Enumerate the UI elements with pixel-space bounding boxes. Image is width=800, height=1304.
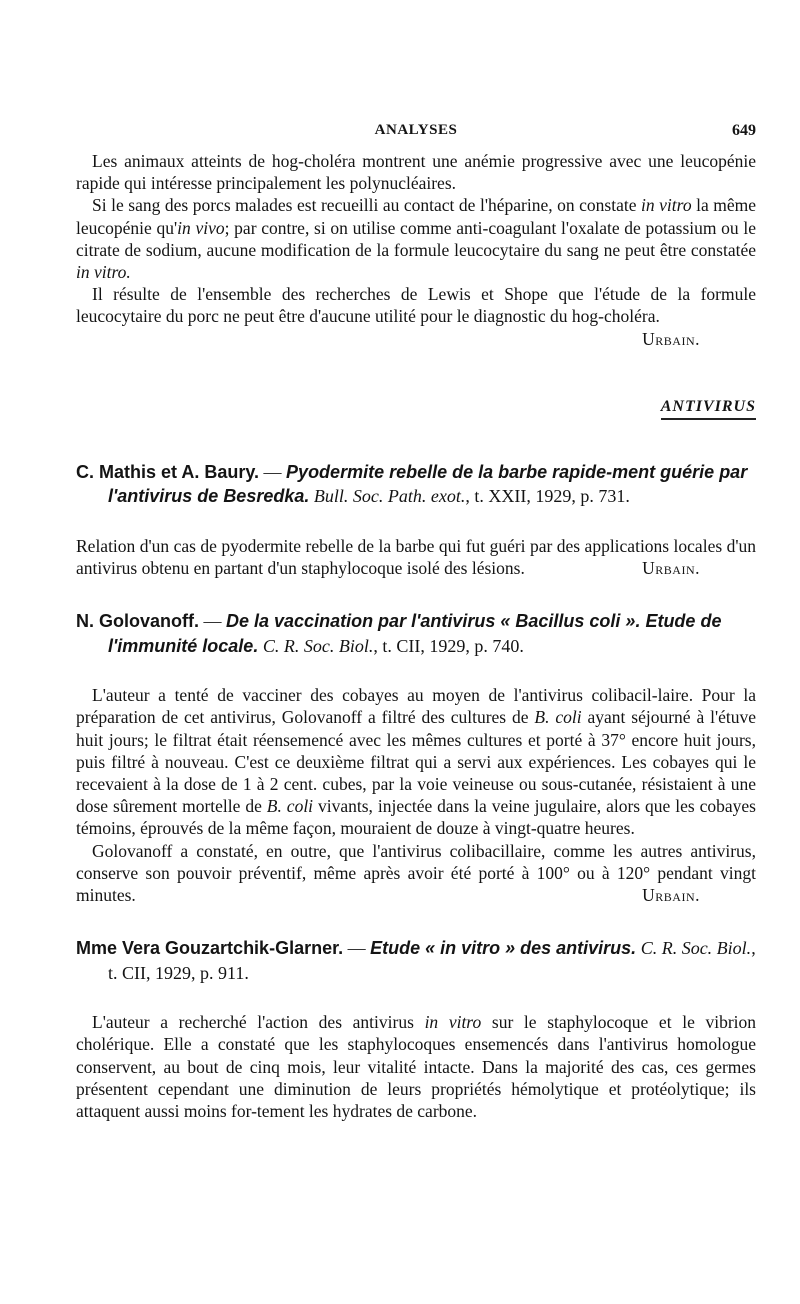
- reference-journal: Bull. Soc. Path. exot.: [313, 486, 466, 507]
- section-heading-wrap: [76, 398, 756, 420]
- reference-details: , t. XXII, 1929, p. 731.: [465, 486, 630, 507]
- paragraph: Relation d'un cas de pyodermite rebelle de la barbe qui fut guéri par des applications locales d'un antivirus obtenu en partant d'un staphylocoque isolé des lésions. Urbain.: [76, 535, 756, 579]
- reference-title: De la vaccination par l'antivirus « Bacillus coli ». Etude de l'immunité locale.: [108, 611, 722, 656]
- entry-gouzartchik-glarner: [76, 936, 756, 1122]
- entry-mathis-baury: [76, 460, 756, 579]
- entry-golovanoff: [76, 609, 756, 906]
- paragraph: Il résulte de l'ensemble des recherches de Lewis et Shope que l'étude de la formule leucocytaire du porc ne peut être d'aucune utilité pour le diagnostic du hog-choléra. Urbain.: [76, 284, 756, 349]
- reference-details: , t. CII, 1929, p. 911.: [108, 938, 756, 983]
- reference-author: N. Golovanoff.: [76, 611, 199, 632]
- signature: Urbain.: [642, 328, 700, 349]
- reference-title: Etude « in vitro » des antivirus.: [370, 938, 637, 959]
- page: [76, 118, 756, 1122]
- reference-journal: C. R. Soc. Biol.: [262, 635, 374, 656]
- signature: Urbain.: [642, 885, 700, 906]
- paragraph: L'auteur a recherché l'action des antivirus in vitro sur le staphylocoque et le vibrion cholérique. Elle a constaté que les staphylocoques ensemencés dans l'antivirus homologue conservent, au bout de cinq mois, leur vitalité intacte. Dans la majorité des cas, ces germes présentent cependant une diminution de leurs propriétés hémolytique et protéolytique; ils attaquent aussi moins for-tement les hydrates de carbone.: [76, 1012, 757, 1122]
- running-header: [76, 118, 756, 144]
- paragraph: Les animaux atteints de hog-choléra montrent une anémie progressive avec une leucopénie rapide qui intéresse principalement les polynucléaires.: [76, 151, 756, 194]
- reference-details: , t. CII, 1929, p. 740.: [373, 635, 524, 656]
- reference: N. Golovanoff. — De la vaccination par l'antivirus « Bacillus coli ». Etude de l'immunité locale. C. R. Soc. Biol., t. CII, 1929, p. 740.: [76, 611, 722, 656]
- reference-author: C. Mathis et A. Baury.: [76, 461, 260, 482]
- entry-body: [76, 684, 756, 906]
- signature: Urbain.: [642, 558, 700, 579]
- reference-author: Mme Vera Gouzartchik-Glarner.: [76, 938, 344, 959]
- paragraph: L'auteur a tenté de vacciner des cobayes au moyen de l'antivirus colibacil-laire. Pour la préparation de cet antivirus, Golovanoff a filtré des cultures de B. coli ayant séjourné à l'étuve huit jours; le filtrat était réensemencé avec les mêmes cultures et porté à 37° encore huit jours, puis filtré à nouveau. C'est ce deuxième filtrat qui a servi aux expériences. Les cobayes qui le recevaient à la dose de 1 à 2 cent. cubes, par la voie veineuse ou sous-cutanée, résistaient à une dose sûrement mortelle de B. coli vivants, injectée dans la veine jugulaire, alors que les cobayes témoins, éprouvés de la même façon, mouraient de douze à vingt-quatre heures.: [76, 685, 757, 839]
- running-title: ANALYSES: [374, 122, 458, 138]
- section-heading: ANTIVIRUS: [661, 398, 756, 420]
- entry-body: [76, 1011, 756, 1122]
- reference-title: Pyodermite rebelle de la barbe rapide-ment guérie par l'antivirus de Besredka.: [108, 461, 748, 507]
- intro-article-end: [76, 150, 756, 350]
- paragraph: Si le sang des porcs malades est recueilli au contact de l'héparine, on constate in vitro la même leucopénie qu'in vivo; par contre, si on utilise comme anti-coagulant l'oxalate de potassium ou le citrate de sodium, aucune modification de la formule leucocytaire du sang ne peut être constatée in vitro.: [76, 195, 757, 283]
- reference: Mme Vera Gouzartchik-Glarner. — Etude « in vitro » des antivirus. C. R. Soc. Biol., t. CII, 1929, p. 911.: [76, 938, 756, 983]
- reference-journal: C. R. Soc. Biol.: [640, 938, 752, 959]
- entry-body: [76, 535, 756, 579]
- reference: C. Mathis et A. Baury. — Pyodermite rebelle de la barbe rapide-ment guérie par l'antivirus de Besredka. Bull. Soc. Path. exot., t. XXII, 1929, p. 731.: [76, 461, 748, 507]
- page-number: 649: [732, 122, 756, 139]
- paragraph: Golovanoff a constaté, en outre, que l'antivirus colibacillaire, comme les autres antivirus, conserve son pouvoir préventif, même après avoir été porté à 100° ou à 120° pendant vingt minutes. Urbain.: [76, 840, 756, 906]
